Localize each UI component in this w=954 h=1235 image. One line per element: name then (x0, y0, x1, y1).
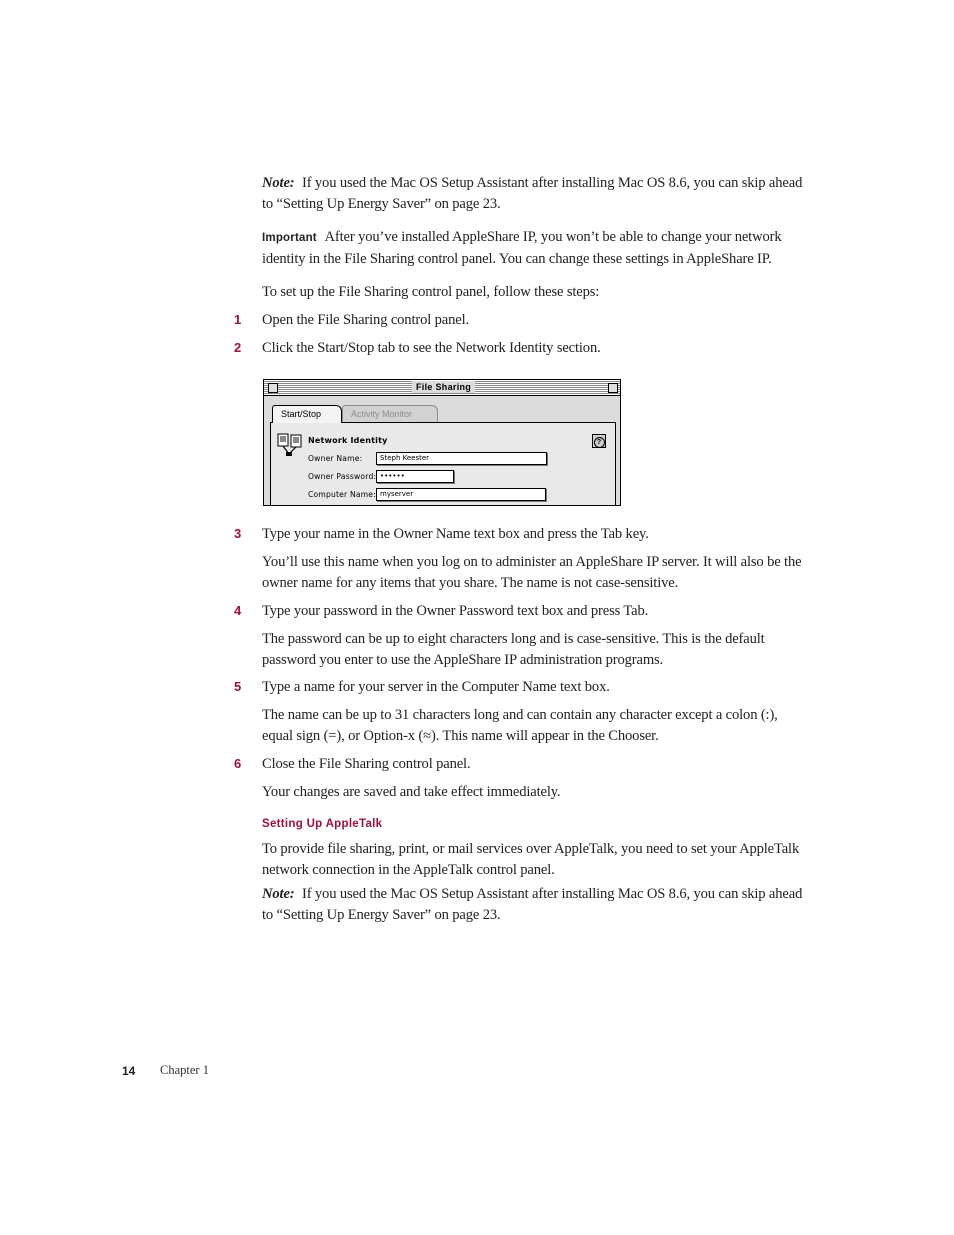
step-number: 1 (234, 312, 242, 327)
note-label: Note: (262, 175, 295, 191)
step-text: Type a name for your server in the Computer Name text box. (262, 679, 610, 695)
owner-name-input[interactable]: Steph Keester (376, 452, 547, 465)
important-text: After you’ve installed AppleShare IP, you won’t be able to change your network identity in the File Sharing control panel. You can change these settings in AppleShare IP. (262, 229, 782, 267)
section-heading: Setting Up AppleTalk (262, 818, 383, 830)
network-identity-title: Network Identity (308, 436, 388, 445)
step-detail: You’ll use this name when you log on to administer an AppleShare IP server. It will also be the owner name for any items that you share. The name is not case-sensitive. (262, 554, 802, 591)
tab-start-stop[interactable]: Start/Stop (272, 405, 342, 423)
help-button[interactable] (592, 434, 606, 448)
close-box-icon[interactable] (268, 383, 278, 393)
steps-intro: To set up the File Sharing control panel, follow these steps: (262, 284, 600, 300)
help-icon: ? (594, 437, 605, 448)
step-text: Close the File Sharing control panel. (262, 756, 471, 772)
important-paragraph (262, 227, 807, 269)
step-number: 2 (234, 340, 242, 355)
collapse-box-icon[interactable] (608, 383, 618, 393)
window-title: File Sharing (412, 381, 475, 393)
computer-name-input[interactable]: myserver (376, 488, 546, 501)
step-number: 5 (234, 679, 242, 694)
note-label: Note: (262, 886, 295, 902)
section-text: To provide file sharing, print, or mail services over AppleTalk, you need to set your AppleTalk network connection in the AppleTalk control panel. (262, 841, 800, 878)
step-detail: Your changes are saved and take effect immediately. (262, 784, 561, 800)
chapter-label: Chapter 1 (160, 1063, 209, 1077)
computer-name-label: Computer Name: (308, 490, 376, 499)
owner-password-input[interactable]: •••••• (376, 470, 454, 483)
important-label: Important (262, 232, 317, 244)
owner-password-label: Owner Password: (308, 472, 377, 481)
step-number: 6 (234, 756, 242, 771)
step-detail: The password can be up to eight characters long and is case-sensitive. This is the default password you enter to use the AppleShare IP administration programs. (262, 631, 765, 668)
step-number: 4 (234, 603, 242, 618)
note-paragraph (262, 884, 807, 925)
owner-name-label: Owner Name: (308, 454, 363, 463)
step-detail: The name can be up to 31 characters long and can contain any character except a colon (:), equal sign (=), or Option-x (≈). This name will appear in the Chooser. (262, 707, 778, 744)
step-text: Open the File Sharing control panel. (262, 312, 469, 328)
note-text: If you used the Mac OS Setup Assistant after installing Mac OS 8.6, you can skip ahead to “Setting Up Energy Saver” on page 23. (262, 886, 803, 923)
page-number: 14 (122, 1064, 136, 1078)
step-text: Type your name in the Owner Name text box and press the Tab key. (262, 526, 649, 542)
step-number: 3 (234, 526, 242, 541)
note-text: If you used the Mac OS Setup Assistant after installing Mac OS 8.6, you can skip ahead to “Setting Up Energy Saver” on page 23. (262, 175, 803, 212)
network-identity-icon (276, 432, 304, 458)
note-paragraph (262, 173, 807, 214)
step-text: Click the Start/Stop tab to see the Network Identity section. (262, 340, 601, 356)
file-sharing-window (263, 379, 621, 506)
step-text: Type your password in the Owner Password text box and press Tab. (262, 603, 649, 619)
window-titlebar[interactable] (264, 380, 620, 396)
tab-activity-monitor[interactable]: Activity Monitor (342, 405, 438, 422)
